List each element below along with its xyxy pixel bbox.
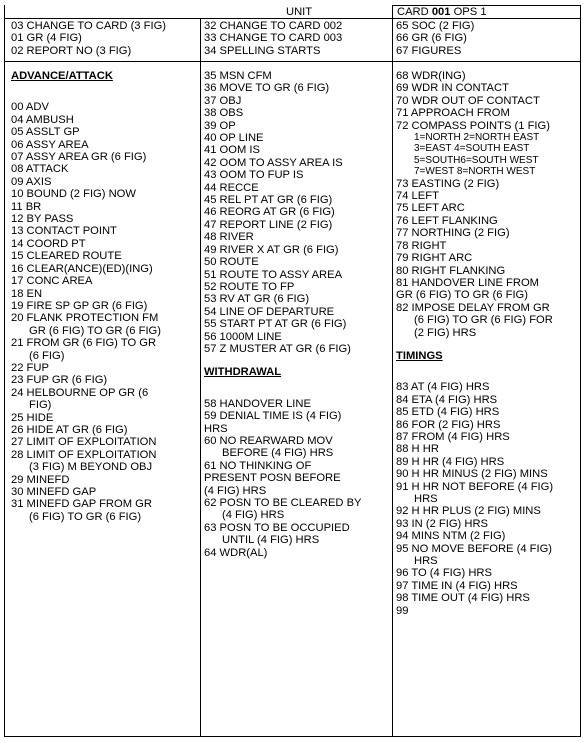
code-line: 12 BY PASS <box>11 213 74 226</box>
code-line: 73 EASTING (2 FIG) <box>396 177 500 190</box>
frame-right-border <box>580 5 581 737</box>
code-line: 05 ASSLT GP <box>11 126 80 139</box>
code-line: 00 ADV <box>11 101 49 114</box>
code-line: 92 H HR PLUS (2 FIG) MINS <box>396 505 541 518</box>
code-line: 29 MINEFD <box>11 473 70 486</box>
card-prefix: CARD <box>397 6 429 18</box>
code-line: 25 HIDE <box>11 411 54 424</box>
card-suffix: OPS 1 <box>453 6 487 18</box>
code-line: 11 BR <box>11 200 42 213</box>
code-line-continued: UNTIL (4 FIG) HRS <box>222 534 320 547</box>
code-line-continued: HRS <box>414 493 438 505</box>
code-line: 41 OOM IS <box>204 144 260 157</box>
code-line: 16 CLEAR(ANCE)(ED)(ING) <box>11 262 153 275</box>
compass-legend-line: 1=NORTH 2=NORTH EAST <box>414 132 540 144</box>
code-line: 48 RIVER <box>204 231 254 244</box>
code-line: 71 APPROACH FROM <box>396 107 510 120</box>
code-line-continued: HRS <box>204 422 228 435</box>
code-line: 88 H HR <box>396 443 439 456</box>
code-line: 55 START PT AT GR (6 FIG) <box>204 318 347 331</box>
code-line: 37 OBJ <box>204 94 242 107</box>
code-line: 63 POSN TO BE OCCUPIED <box>204 521 350 534</box>
code-line: 09 AXIS <box>11 175 52 188</box>
code-line: 52 ROUTE TO FP <box>204 280 295 293</box>
section-title-withdrawal: WITHDRAWAL <box>204 366 282 379</box>
code-line: 69 WDR IN CONTACT <box>396 82 509 95</box>
code-line-continued: BEFORE (4 FIG) HRS <box>222 447 334 460</box>
code-line: 44 RECCE <box>204 181 259 194</box>
section-title-timings: TIMINGS <box>396 349 443 362</box>
code-line-continued: GR (6 FIG) TO GR (6 FIG) <box>29 324 161 337</box>
code-line: 80 RIGHT FLANKING <box>396 264 506 277</box>
code-line-continued: (4 FIG) HRS <box>222 509 285 522</box>
top-rows-col1 <box>11 20 166 57</box>
code-line: 97 TIME IN (4 FIG) HRS <box>396 579 518 592</box>
code-line: 50 ROUTE <box>204 256 259 269</box>
code-line: 35 MSN CFM <box>204 70 272 82</box>
code-line-continued: (4 FIG) HRS <box>204 484 267 497</box>
top-row: 01 GR (4 FIG) <box>11 32 82 45</box>
ops-card-sheet <box>4 5 581 737</box>
code-line: 62 POSN TO BE CLEARED BY <box>204 497 362 509</box>
compass-legend-line: 5=SOUTH6=SOUTH WEST <box>414 154 539 166</box>
code-line: 84 ETA (4 FIG) HRS <box>396 393 498 406</box>
card-label <box>397 6 487 18</box>
code-line: 85 ETD (4 FIG) HRS <box>396 406 500 419</box>
code-line-continued: GR (6 FIG) TO GR (6 FIG) <box>396 289 528 302</box>
code-line: 79 RIGHT ARC <box>396 252 473 265</box>
advance-attack-column <box>11 70 197 523</box>
code-line: 95 NO MOVE BEFORE (4 FIG) <box>396 542 553 555</box>
frame-left-border <box>4 5 5 737</box>
top-rows-col3 <box>396 20 474 57</box>
code-line: 82 IMPOSE DELAY FROM GR <box>396 301 550 314</box>
code-line: 04 AMBUSH <box>11 113 74 126</box>
top-row: 33 CHANGE TO CARD 003 <box>204 32 343 45</box>
code-line-continued: (2 FIG) HRS <box>414 326 477 339</box>
card-number: 001 <box>431 6 451 18</box>
code-line: 64 WDR(AL) <box>204 546 268 559</box>
code-line: 23 FUP GR (6 FIG) <box>11 374 108 387</box>
code-line: 07 ASSY AREA GR (6 FIG) <box>11 151 147 164</box>
code-line-continued: (6 FIG) TO GR (6 FIG) FOR <box>414 314 553 327</box>
code-line: 26 HIDE AT GR (6 FIG) <box>11 423 128 436</box>
code-line: 68 WDR(ING) <box>396 70 466 82</box>
code-line: 43 OOM TO FUP IS <box>204 169 304 182</box>
code-line: 57 Z MUSTER AT GR (6 FIG) <box>204 342 351 355</box>
top-row: 02 REPORT NO (3 FIG) <box>11 44 132 57</box>
code-line: 15 CLEARED ROUTE <box>11 250 122 263</box>
code-line: 24 HELBOURNE OP GR (6 <box>11 386 149 399</box>
code-line-continued: PRESENT POSN BEFORE <box>204 472 341 485</box>
code-line: 13 CONTACT POINT <box>11 225 117 238</box>
code-line-continued: FIG) <box>29 399 52 412</box>
code-line: 76 LEFT FLANKING <box>396 214 498 227</box>
code-line: 40 OP LINE <box>204 132 264 145</box>
top-row: 03 CHANGE TO CARD (3 FIG) <box>11 20 166 32</box>
middle-column <box>204 70 390 559</box>
code-line: 49 RIVER X AT GR (6 FIG) <box>204 243 339 256</box>
compass-legend-line: 7=WEST 8=NORTH WEST <box>414 166 536 178</box>
code-line: 96 TO (4 FIG) HRS <box>396 567 492 580</box>
code-line: 22 FUP <box>11 361 49 374</box>
code-line: 14 COORD PT <box>11 237 86 250</box>
code-line: 56 1000M LINE <box>204 330 282 343</box>
compass-legend-line: 3=EAST 4=SOUTH EAST <box>414 143 530 155</box>
code-line: 19 FIRE SP GP GR (6 FIG) <box>11 299 148 312</box>
code-line: 20 FLANK PROTECTION FM <box>11 312 159 325</box>
right-column <box>396 70 578 617</box>
frame-bottom-border <box>4 736 581 737</box>
top-rows-divider <box>4 61 581 62</box>
code-line: 28 LIMIT OF EXPLOITATION <box>11 448 157 461</box>
code-line: 60 NO REARWARD MOV <box>204 434 333 447</box>
code-line: 86 FOR (2 FIG) HRS <box>396 418 501 431</box>
code-line: 06 ASSY AREA <box>11 138 89 151</box>
top-row: 66 GR (6 FIG) <box>396 32 467 45</box>
code-line: 47 REPORT LINE (2 FIG) <box>204 218 333 231</box>
code-line: 46 REORG AT GR (6 FIG) <box>204 206 335 219</box>
code-line: 30 MINEFD GAP <box>11 486 97 498</box>
code-line-continued: (6 FIG) <box>29 349 65 362</box>
code-line: 51 ROUTE TO ASSY AREA <box>204 268 343 281</box>
code-line: 58 HANDOVER LINE <box>204 397 311 410</box>
code-line: 53 RV AT GR (6 FIG) <box>204 293 310 306</box>
code-line: 54 LINE OF DEPARTURE <box>204 305 335 318</box>
code-line: 98 TIME OUT (4 FIG) HRS <box>396 592 530 605</box>
code-line: 42 OOM TO ASSY AREA IS <box>204 156 343 169</box>
code-line: 17 CONC AREA <box>11 275 93 288</box>
section-title-advance-attack: ADVANCE/ATTACK <box>11 70 113 82</box>
code-line: 78 RIGHT <box>396 239 447 252</box>
code-line: 36 MOVE TO GR (6 FIG) <box>204 82 330 95</box>
code-line: 94 MINS NTM (2 FIG) <box>396 530 506 543</box>
top-rows-col2 <box>204 20 342 57</box>
code-line-continued: HRS <box>414 555 438 568</box>
top-row: 34 SPELLING STARTS <box>204 44 321 57</box>
code-line: 21 FROM GR (6 FIG) TO GR <box>11 337 157 350</box>
code-line: 59 DENIAL TIME IS (4 FIG) <box>204 410 342 423</box>
code-line: 39 OP <box>204 119 236 132</box>
code-line: 75 LEFT ARC <box>396 202 465 215</box>
code-line: 89 H HR (4 FIG) HRS <box>396 455 505 468</box>
code-line: 72 COMPASS POINTS (1 FIG) <box>396 119 550 132</box>
code-line: 38 OBS <box>204 107 244 120</box>
column-divider-1 <box>200 18 201 737</box>
code-line-continued: (6 FIG) TO GR (6 FIG) <box>29 510 142 523</box>
code-line: 18 EN <box>11 287 43 300</box>
unit-label: UNIT <box>286 6 313 18</box>
code-line: 31 MINEFD GAP FROM GR <box>11 498 152 511</box>
code-line: 45 REL PT AT GR (6 FIG) <box>204 194 333 207</box>
code-line: 27 LIMIT OF EXPLOITATION <box>11 436 157 449</box>
code-line: 61 NO THINKING OF <box>204 459 312 472</box>
top-row: 32 CHANGE TO CARD 002 <box>204 20 343 32</box>
code-line: 81 HANDOVER LINE FROM <box>396 276 539 289</box>
code-line: 10 BOUND (2 FIG) NOW <box>11 188 136 201</box>
column-divider-2 <box>392 5 393 737</box>
code-line-continued: (3 FIG) M BEYOND OBJ <box>29 461 153 474</box>
code-line: 91 H HR NOT BEFORE (4 FIG) <box>396 480 554 493</box>
code-line: 83 AT (4 FIG) HRS <box>396 381 490 394</box>
code-line: 74 LEFT <box>396 190 439 203</box>
top-row: 65 SOC (2 FIG) <box>396 20 475 32</box>
code-line: 08 ATTACK <box>11 163 69 176</box>
code-line: 77 NORTHING (2 FIG) <box>396 227 510 240</box>
code-line: 90 H HR MINUS (2 FIG) MINS <box>396 468 548 481</box>
code-line: 87 FROM (4 FIG) HRS <box>396 430 510 443</box>
top-row: 67 FIGURES <box>396 44 462 57</box>
code-line: 99 <box>396 604 409 617</box>
code-line: 70 WDR OUT OF CONTACT <box>396 94 540 107</box>
code-line: 93 IN (2 FIG) HRS <box>396 517 489 530</box>
